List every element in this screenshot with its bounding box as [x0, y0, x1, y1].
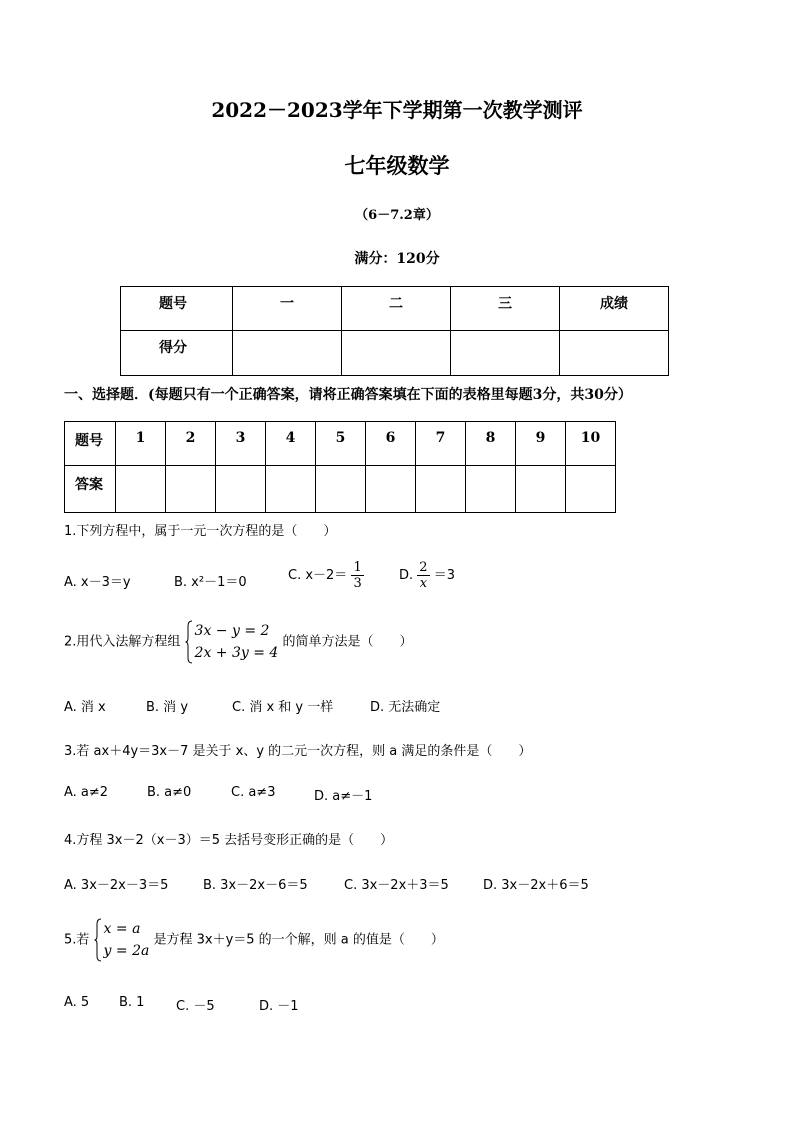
answer-number: 5 — [316, 422, 366, 466]
q2-stem-prefix: 2.用代入法解方程组 — [64, 634, 181, 650]
q1-option-a: A. x－3＝y — [64, 575, 131, 590]
brace-icon — [94, 918, 102, 962]
q1-stem: 1.下列方程中，属于一元一次方程的是（ ） — [64, 524, 337, 539]
score-cell-part2[interactable] — [342, 331, 451, 376]
q2-option-c: C. 消 x 和 y 一样 — [232, 700, 334, 715]
q3-option-c: C. a≠3 — [231, 785, 276, 800]
q5-option-d: D. －1 — [259, 999, 299, 1014]
q5-option-a: A. 5 — [64, 995, 90, 1010]
q1-d-denominator: x — [419, 576, 428, 591]
q1-option-c — [288, 560, 364, 591]
answer-number: 8 — [466, 422, 516, 466]
answer-table-number-label: 题号 — [65, 422, 116, 466]
score-table — [120, 286, 669, 376]
answer-cell[interactable] — [516, 466, 566, 513]
q2-option-a: A. 消 x — [64, 700, 106, 715]
q3-option-a: A. a≠2 — [64, 785, 109, 800]
q5-equation-2: y = 2a — [103, 943, 150, 959]
q5-stem-prefix: 5.若 — [64, 932, 90, 948]
answer-number: 10 — [566, 422, 616, 466]
q4-option-d: D. 3x－2x＋6＝5 — [483, 878, 589, 893]
score-header-part3: 三 — [451, 287, 560, 331]
answer-number: 7 — [416, 422, 466, 466]
q1-option-b: B. x²－1＝0 — [174, 575, 247, 590]
q5-option-c: C. －5 — [176, 999, 215, 1014]
q4-option-a: A. 3x－2x－3＝5 — [64, 878, 169, 893]
score-header-part1: 一 — [233, 287, 342, 331]
score-header-total: 成绩 — [560, 287, 669, 331]
q3-option-b: B. a≠0 — [147, 785, 192, 800]
q2-stem — [64, 620, 413, 664]
answer-number: 9 — [516, 422, 566, 466]
score-cell-part3[interactable] — [451, 331, 560, 376]
answer-table-answer-label: 答案 — [65, 466, 116, 513]
q1-option-c-prefix: C. x－2＝ — [288, 568, 348, 583]
q5-equation-1: x = a — [103, 921, 141, 937]
q1-d-numerator: 2 — [419, 560, 428, 575]
q3-option-d: D. a≠－1 — [314, 789, 373, 804]
q3-stem: 3.若 ax＋4y＝3x－7 是关于 x、y 的二元一次方程，则 a 满足的条件是（ ） — [64, 744, 532, 759]
answer-cell[interactable] — [366, 466, 416, 513]
q5-options — [64, 995, 764, 1013]
score-header-number: 题号 — [121, 287, 233, 331]
brace-icon — [185, 620, 193, 664]
q2-stem-suffix: 的简单方法是（ ） — [282, 634, 413, 650]
answer-cell[interactable] — [566, 466, 616, 513]
q3-options — [64, 785, 764, 803]
q4-stem: 4.方程 3x－2（x－3）＝5 去括号变形正确的是（ ） — [64, 833, 394, 848]
q2-equation-system — [185, 620, 279, 664]
q4-options — [64, 874, 764, 892]
q5-option-b: B. 1 — [119, 995, 145, 1010]
q1-option-c-fraction — [351, 560, 363, 591]
full-score: 满分：120分 — [354, 251, 440, 267]
q1-option-d-suffix: ＝3 — [433, 568, 455, 583]
q4-option-b: B. 3x－2x－6＝5 — [203, 878, 308, 893]
answer-number: 4 — [266, 422, 316, 466]
q1-option-d-prefix: D. — [399, 568, 414, 583]
exam-subtitle: 七年级数学 — [344, 153, 450, 178]
chapter-scope: （6－7.2章） — [355, 208, 439, 223]
q1-c-denominator: 3 — [353, 576, 362, 591]
score-row-label: 得分 — [121, 331, 233, 376]
answer-number: 3 — [216, 422, 266, 466]
q2-option-d: D. 无法确定 — [370, 700, 441, 715]
q2-option-b: B. 消 y — [146, 700, 189, 715]
answer-cell[interactable] — [266, 466, 316, 513]
score-cell-total[interactable] — [560, 331, 669, 376]
answer-number: 2 — [166, 422, 216, 466]
q2-equation-1: 3x − y = 2 — [194, 623, 270, 639]
answer-number: 6 — [366, 422, 416, 466]
q5-stem-suffix: 是方程 3x＋y＝5 的一个解，则 a 的值是（ ） — [153, 932, 444, 948]
q2-equation-2: 2x + 3y = 4 — [194, 645, 279, 661]
exam-title: 2022－2023学年下学期第一次教学测评 — [211, 98, 583, 122]
answer-cell[interactable] — [166, 466, 216, 513]
answer-cell[interactable] — [216, 466, 266, 513]
answer-cell[interactable] — [416, 466, 466, 513]
q1-c-numerator: 1 — [353, 560, 362, 575]
answer-table — [64, 421, 616, 513]
q1-option-d — [399, 560, 455, 591]
answer-cell[interactable] — [466, 466, 516, 513]
score-cell-part1[interactable] — [233, 331, 342, 376]
section-heading: 一、选择题．(每题只有一个正确答案，请将正确答案填在下面的表格里每题3分，共30分） — [64, 387, 632, 403]
q5-equation-system — [94, 918, 150, 962]
answer-number: 1 — [116, 422, 166, 466]
score-header-part2: 二 — [342, 287, 451, 331]
answer-cell[interactable] — [116, 466, 166, 513]
q4-option-c: C. 3x－2x＋3＝5 — [344, 878, 449, 893]
answer-cell[interactable] — [316, 466, 366, 513]
q5-stem — [64, 918, 444, 962]
q1-option-d-fraction — [417, 560, 429, 591]
q2-options — [64, 696, 764, 714]
q1-options — [64, 560, 764, 600]
